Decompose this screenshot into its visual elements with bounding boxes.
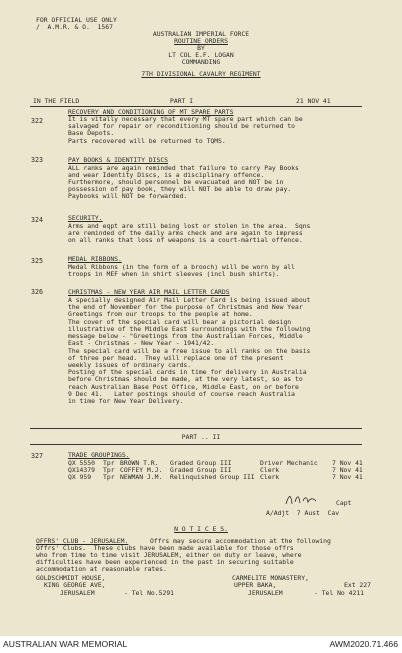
order-number: 326	[31, 288, 43, 296]
order-line: Arms and eqpt are still being lost or stolen in the area. Sqns	[68, 222, 311, 230]
order-line: Parts recovered will be returned to TQMS.	[68, 137, 226, 145]
order-line: Medal Ribbons (in the form of a brooch) will be worn by all	[68, 263, 296, 271]
order-line: 9 Dec 41. Later postings should of course reach Australia	[68, 390, 296, 398]
trade-group: Relinquished Group III	[170, 473, 255, 481]
effective-date: 7 Nov 41	[332, 459, 363, 467]
document-title: AUSTRALIAN IMPERIAL FORCE	[152, 30, 250, 38]
trade-group: Graded Group III	[170, 466, 232, 474]
commander-name: LT COL E.F. LOGAN	[168, 51, 234, 59]
document-subtitle: ROUTINE ORDERS	[174, 37, 228, 45]
service-number: QX14379	[68, 466, 95, 474]
soldier-name: NEWMAN J.M.	[120, 473, 163, 481]
order-heading: SECURITY.	[68, 214, 103, 222]
document-reference: / A.M.R. & O. 1567	[36, 23, 113, 31]
order-line: salvaged for repair or reconditioning should be returned to	[68, 122, 296, 130]
order-line: Paybooks will NOT be forwarded.	[68, 192, 188, 200]
rank: Tpr	[103, 466, 115, 474]
trade: Clerk	[260, 466, 280, 474]
order-line: A specially designed Air Mail Letter Card is being issued about	[68, 296, 311, 304]
club-name: CARMELITE MONASTERY,	[232, 574, 309, 582]
order-line: possession of pay book, they will NOT be able to draw pay.	[68, 185, 292, 193]
order-line: troops in MEF when in shirt sleeves (incl bush shirts).	[68, 270, 280, 278]
part-two-top-divider	[30, 428, 362, 429]
order-line: and wear Identity Discs, is a disciplinary offence.	[68, 171, 265, 179]
rank: Tpr	[103, 473, 115, 481]
club-city: JERUSALEM	[248, 589, 283, 597]
club-street: KING GEORGE AVE,	[44, 581, 106, 589]
trade: Driver Mechanic	[260, 459, 318, 467]
order-line: The cover of the special card will bear a pictorial design	[68, 318, 292, 326]
notices-title: N O T I C E S.	[174, 525, 228, 533]
order-line: East - Christmas - New Year - 1941/42.	[68, 339, 215, 347]
signature-appointment: A/Adjt 7 Aust Cav	[266, 509, 340, 517]
order-line: are reminded of the daily arms check and are again to impress	[68, 229, 303, 237]
order-line: the end of November for the purpose of Christmas and New Year	[68, 303, 303, 311]
order-line: Greetings from our troops to the people at home.	[68, 310, 253, 318]
archive-footer	[0, 636, 402, 653]
service-number: QX 959	[68, 473, 92, 481]
part-two-title: PART .. II	[181, 433, 221, 441]
part-one-divider	[30, 106, 362, 107]
order-line: The special card will be a free issue to all ranks on the basis	[68, 347, 311, 355]
unit-name: 7TH DIVISIONAL CAVALRY REGIMENT	[141, 70, 261, 78]
club-telephone: - Tel No 4211	[314, 589, 365, 597]
order-line: illustrative of the Middle East surroundings with the following	[68, 325, 311, 333]
order-heading: PAY BOOKS & IDENTITY DISCS	[68, 156, 169, 164]
order-line: Base Depots.	[68, 129, 115, 137]
order-number: 327	[31, 452, 43, 460]
order-number: 324	[31, 216, 43, 224]
by-label: BY	[197, 44, 205, 52]
notice-line: who from time to time visit JERUSALEM, either on duty or leave, where	[36, 551, 302, 559]
location: IN THE FIELD	[33, 97, 80, 105]
order-number: 323	[31, 156, 43, 164]
soldier-name: COFFEY M.J.	[120, 466, 163, 474]
order-heading: CHRISTMAS - NEW YEAR AIR MAIL LETTER CARDS	[68, 288, 230, 296]
order-heading: MEDAL RIBBONS.	[68, 255, 122, 263]
archive-reference: AWM2020.71.466	[329, 639, 398, 649]
part-two-bottom-divider	[30, 444, 362, 445]
soldier-name: BROWN T.R.	[120, 459, 159, 467]
order-heading: TRADE GROUPINGS.	[68, 451, 130, 459]
order-line: on all ranks that loss of weapons is a court-martial offence.	[68, 236, 303, 244]
signature-rank: Capt	[336, 499, 352, 507]
trade: Clerk	[260, 473, 280, 481]
document-date: 21 NOV 41	[296, 97, 331, 105]
commanding-label: COMMANDING	[181, 58, 221, 66]
security-marking: FOR OFFICIAL USE ONLY	[36, 16, 117, 24]
effective-date: 7 Nov 41	[332, 466, 363, 474]
order-line: in time for New Year Delivery.	[68, 397, 184, 405]
order-line: weekly issues of ordinary cards.	[68, 361, 192, 369]
order-line: reach Australian Base Post Office, Middle East, on or before	[68, 383, 299, 391]
archive-name: AUSTRALIAN WAR MEMORIAL	[3, 639, 128, 649]
notice-heading: OFFRS' CLUB - JERUSALEM.	[36, 537, 129, 545]
service-number: QX 5550	[68, 459, 95, 467]
order-heading: RECOVERY AND CONDITIONING OF MT SPARE PARTS	[68, 108, 234, 116]
club-extension: Ext 227	[344, 581, 371, 589]
club-city: JERUSALEM	[60, 589, 95, 597]
order-line: Furthermore, should personnel be evacuated and NOT be in	[68, 178, 284, 186]
effective-date: 7 Nov 41	[332, 473, 363, 481]
club-name: GOLDSCHMIDT HOUSE,	[36, 574, 106, 582]
handwritten-signature	[284, 492, 324, 508]
notice-line: accommodation at reasonable rates.	[36, 565, 167, 573]
notice-line: Offrs may secure accommodation at the following	[150, 537, 331, 545]
order-line: before Christmas should be made, at the very latest, so as to	[68, 375, 303, 383]
order-line: It is vitally necessary that every MT spare part which can be	[68, 115, 303, 123]
notice-line: difficulties have been experienced in the past in securing suitable	[36, 558, 294, 566]
order-line: Posting of the special cards in time for delivery in Australia	[68, 368, 307, 376]
club-telephone: - Tel No.5291	[124, 589, 175, 597]
trade-group: Graded Group III	[170, 459, 232, 467]
club-street: UPPER BAKA,	[234, 581, 277, 589]
part-one-title: PART I	[170, 97, 194, 105]
notice-line: Offrs' Clubs. These clubs have been made available for those offrs	[36, 544, 294, 552]
order-line: of three per head. They will replace one of the present	[68, 354, 284, 362]
order-number: 325	[31, 257, 43, 265]
order-number: 322	[31, 117, 43, 125]
order-line: ALL ranks are again reminded that failure to carry Pay Books	[68, 164, 299, 172]
rank: Tpr	[103, 459, 115, 467]
order-line: message below - "Greetings from the Australian Forces, Middle	[68, 332, 303, 340]
